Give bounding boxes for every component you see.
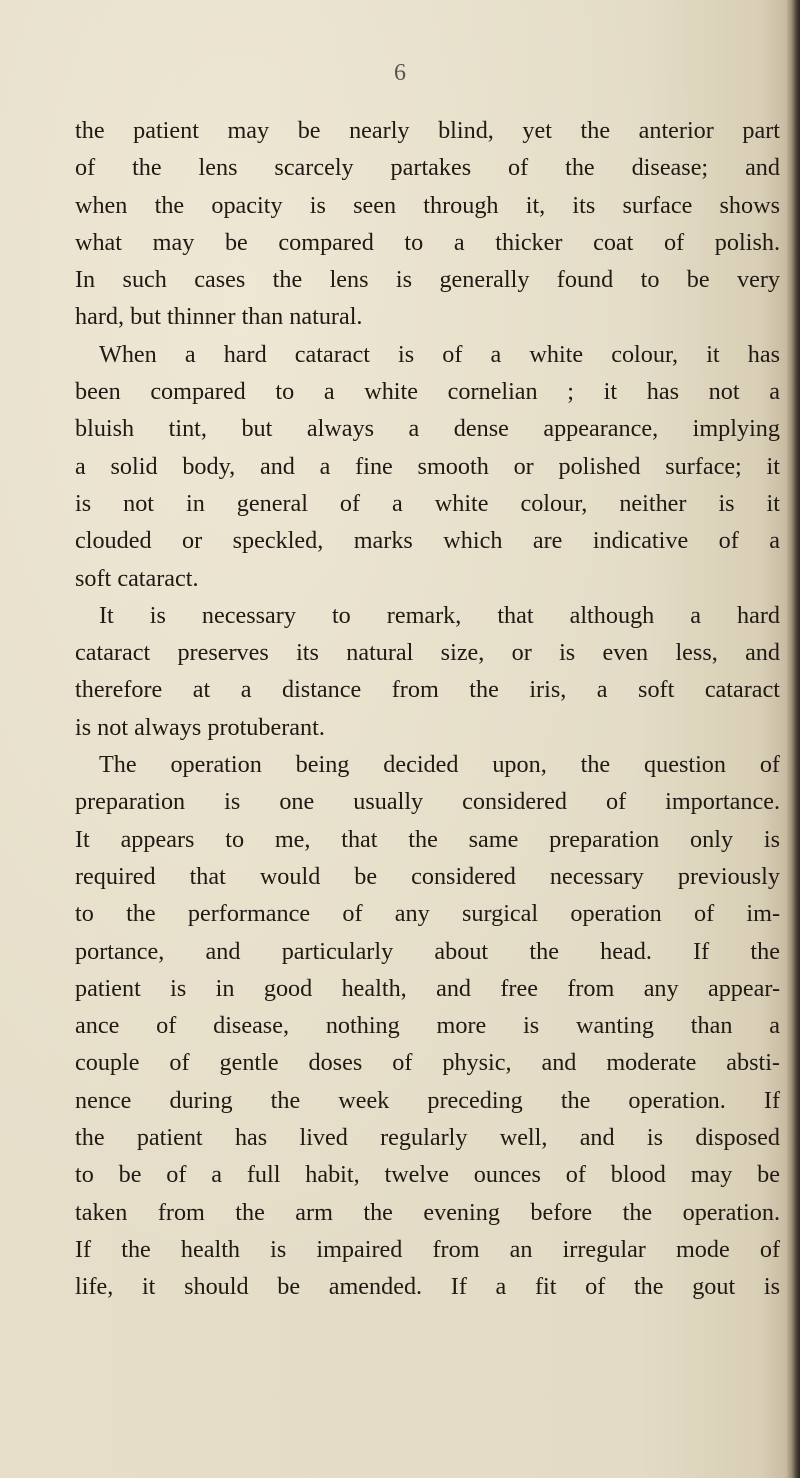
text-line: a solid body, and a fine smooth or polished surface; it xyxy=(75,452,780,480)
text-line: cataract preserves its natural size, or is even less, and xyxy=(75,639,780,667)
text-line: When a hard cataract is of a white colour, it has xyxy=(99,340,780,368)
text-line: is not in general of a white colour, neither is it xyxy=(75,489,780,517)
text-line: the patient may be nearly blind, yet the anterior part xyxy=(75,117,780,144)
text-line: In such cases the lens is generally found to be very xyxy=(75,266,780,294)
text-line: required that would be considered necessary previously xyxy=(75,862,780,890)
text-line: when the opacity is seen through it, its surface shows xyxy=(75,191,780,219)
text-line: the patient has lived regularly well, and is disposed xyxy=(75,1124,780,1152)
text-line: taken from the arm the evening before the operation. xyxy=(75,1198,780,1226)
text-line: portance, and particularly about the head. If the xyxy=(75,937,780,965)
text-line: soft cataract. xyxy=(75,564,199,592)
text-line: The operation being decided upon, the question of xyxy=(99,751,780,779)
text-line: preparation is one usually considered of importance. xyxy=(75,788,780,816)
text-line: hard, but thinner than natural. xyxy=(75,303,363,331)
text-line: bluish tint, but always a dense appearance, implying xyxy=(75,415,780,443)
body-text xyxy=(75,112,780,1306)
text-line: what may be compared to a thicker coat of polish. xyxy=(75,228,780,256)
text-line: life, it should be amended. If a fit of the gout is xyxy=(75,1273,780,1301)
text-line: It is necessary to remark, that although a hard xyxy=(99,601,780,629)
text-line: of the lens scarcely partakes of the disease; and xyxy=(75,154,780,182)
text-line: to the performance of any surgical operation of im- xyxy=(75,900,780,928)
text-line: been compared to a white cornelian ; it has not a xyxy=(75,378,780,406)
text-line: therefore at a distance from the iris, a soft cataract xyxy=(75,676,780,704)
text-line: If the health is impaired from an irregular mode of xyxy=(75,1235,780,1263)
text-line: patient is in good health, and free from any appear- xyxy=(75,974,780,1002)
text-line: to be of a full habit, twelve ounces of blood may be xyxy=(75,1161,780,1189)
text-line: It appears to me, that the same preparation only is xyxy=(75,825,780,853)
text-line: nence during the week preceding the operation. If xyxy=(75,1086,780,1114)
text-line: clouded or speckled, marks which are indicative of a xyxy=(75,527,780,555)
page-binding-edge xyxy=(786,0,800,1478)
text-line: is not always protuberant. xyxy=(75,713,325,741)
text-line: couple of gentle doses of physic, and moderate absti- xyxy=(75,1049,780,1077)
page-number: 6 xyxy=(394,60,406,86)
text-line: ance of disease, nothing more is wanting than a xyxy=(75,1012,780,1040)
